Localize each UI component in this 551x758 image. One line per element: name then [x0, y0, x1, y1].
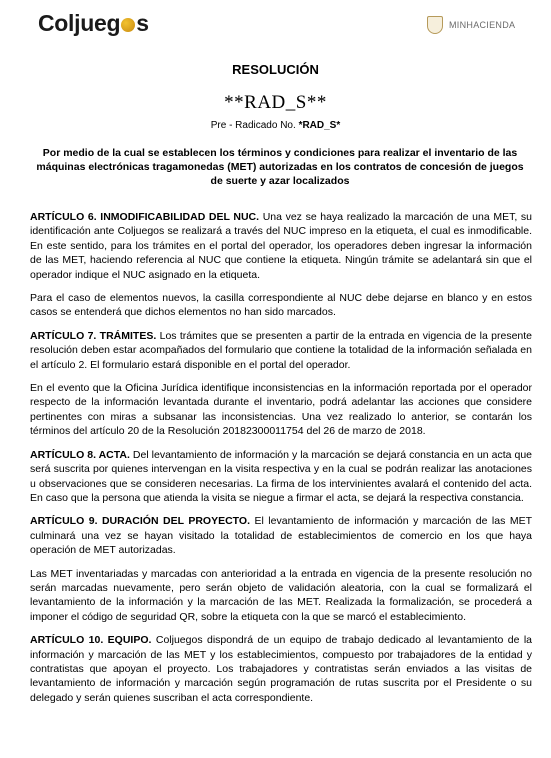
pre-radicado-value: *RAD_S* — [298, 120, 341, 131]
article-heading: ARTÍCULO 8. ACTA. — [30, 448, 130, 461]
paragraph-text: Del levantamiento de información y la marcación se dejará constancia en un acta que será suscrita por quienes intervengan en la visita respectiva y en la cual se podrán realizar las anotaciones u observaciones que se consideren necesarias. La firma de los intervinientes avalará el contenido del acta. En caso que la persona que atienda la visita se niegue a firmar el acta, se dejará la respectiva constancia. — [30, 448, 532, 504]
coljuegos-logo — [38, 10, 149, 37]
paragraph — [30, 291, 532, 320]
paragraph-text: Coljuegos dispondrá de un equipo de trabajo dedicado al levantamiento de la información y marcación de las MET y los establecimientos, compuesto por trabajadores de la entidad y contratistas que apoyan el proyecto. Los trabajadores y contratistas serán enviados a las visitas de levantamiento de información y marcación según programación de rutas suscrita por el Presidente o su delegado y serán quienes suscriban el acta correspondiente. — [30, 634, 533, 704]
ministry-name: MINHACIENDA — [449, 20, 516, 30]
paragraph-text: En el evento que la Oficina Jurídica identifique inconsistencias en la información reportada por el operador respecto de la información levantada durante el inventario, podrá adelantar las acciones que considere pertinentes con miras a subsanar las inconsistencias. Una vez realizado lo anterior, se contarán los términos del artículo 20 de la Resolución 20182300011754 del 26 de marzo de 2018. — [30, 382, 532, 438]
logo-text-right: s — [136, 10, 149, 36]
paragraph-text: Las MET inventariadas y marcadas con anterioridad a la entrada en vigencia de la presente resolución no serán marcadas nuevamente, pero serán objeto de validación aleatoria, con la cual se formalizará el levantamiento de la información y la marcación de las MET. Realizada la formalización, se procederá a imponer el código de seguridad QR, sobre la etiqueta con la que se marcó el establecimiento. — [30, 567, 532, 623]
article-heading: ARTÍCULO 6. INMODIFICABILIDAD DEL NUC. — [30, 211, 260, 223]
coin-icon — [121, 18, 135, 32]
paragraph — [30, 567, 532, 625]
paragraph — [30, 381, 532, 439]
paragraph-text: Una vez se haya realizado la marcación de una MET, su identificación ante Coljuegos se realizará a través del NUC impreso en la etiqueta, el cual es inmodificable. En este sentido, para los trámites en el portal del operador, los operadores deben ingresar la información de las MET, haciendo referencia al NUC que contiene la etiqueta. Ningún trámite se adelantará sin que el operador indique el NUC asignado en la etiqueta. — [30, 211, 532, 281]
article-heading: ARTÍCULO 7. TRÁMITES. — [30, 329, 157, 342]
logo-text-left: Coljueg — [38, 10, 121, 36]
coat-of-arms-icon — [427, 16, 443, 34]
article-heading: ARTÍCULO 9. DURACIÓN DEL PROYECTO. — [30, 515, 250, 528]
pre-radicado-label: Pre - Radicado No. — [210, 120, 296, 131]
article-heading: ARTÍCULO 10. EQUIPO. — [30, 634, 152, 647]
paragraph — [30, 514, 532, 557]
document-body — [30, 210, 532, 714]
paragraph — [30, 448, 532, 506]
ministry-logo — [427, 16, 515, 34]
paragraph — [30, 633, 532, 705]
radicado-placeholder: **RAD_S** — [224, 92, 327, 113]
paragraph — [30, 210, 532, 282]
pre-radicado-line — [0, 120, 551, 131]
paragraph-text: El levantamiento de información y marcación de las MET culminará una vez se hayan visitado la totalidad de establecimientos de comercio en los que haya operación de MET autorizadas. — [30, 515, 532, 557]
resolution-title: RESOLUCIÓN — [232, 62, 319, 77]
paragraph-text: Para el caso de elementos nuevos, la casilla correspondiente al NUC debe dejarse en blanco y en estos casos se entenderá que dichos elementos no han sido marcados. — [30, 292, 532, 319]
page-header — [0, 0, 551, 50]
paragraph — [30, 329, 532, 372]
resolution-subject: Por medio de la cual se establecen los términos y condiciones para realizar el inventario de las máquinas electrónicas tragamonedas (MET) autorizadas en los contratos de concesión de juegos de suerte y azar localizados — [36, 147, 524, 187]
paragraph-text: Los trámites que se presenten a partir de la entrada en vigencia de la presente resolución deben estar acompañados del formulario que contiene la totalidad de la información señalada en el artículo 2. El formulario estará disponible en el portal del operador. — [30, 329, 533, 371]
